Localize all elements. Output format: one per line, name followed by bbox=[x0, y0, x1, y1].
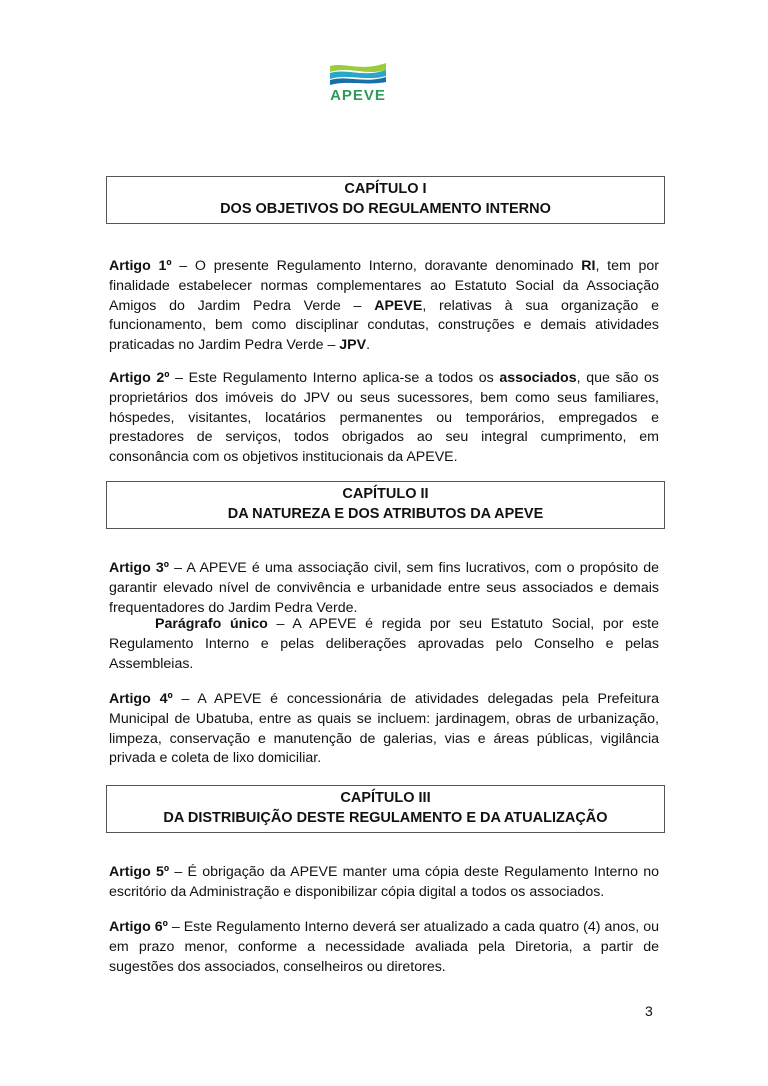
chapter-2-number: CAPÍTULO II bbox=[342, 486, 429, 502]
logo-text: APEVE bbox=[330, 87, 386, 104]
article-6 bbox=[109, 918, 659, 977]
article-5 bbox=[109, 863, 659, 903]
chapter-2-title: DA NATUREZA E DOS ATRIBUTOS DA APEVE bbox=[227, 506, 544, 522]
apeve-logo bbox=[326, 60, 390, 104]
article-1-text-2: , tem por finalidade estabelecer normas complementares ao Estatuto Social da Associação Amigos do Jardim Pedra Verde – bbox=[109, 258, 660, 314]
article-3-paragraph-text: – A APEVE é regida por seu Estatuto Social, por este Regulamento Interno e pelas deliberações aprovadas pelo Conselho e pelas Assembleias. bbox=[109, 616, 659, 672]
article-3-label: Artigo 3º bbox=[109, 560, 169, 576]
chapter-1-box bbox=[106, 176, 665, 224]
article-2-label: Artigo 2º bbox=[109, 370, 170, 386]
article-5-label: Artigo 5º bbox=[109, 864, 170, 880]
article-6-text: – Este Regulamento Interno deverá ser atualizado a cada quatro (4) anos, ou em prazo menor, conforme a necessidade avaliada pela Diretoria, a partir de sugestões dos associados, conselheiros ou diretores. bbox=[109, 919, 659, 975]
article-2-bold-associados: associados bbox=[499, 370, 577, 386]
page-number: 3 bbox=[645, 1003, 653, 1019]
article-3 bbox=[109, 559, 659, 618]
article-1 bbox=[109, 257, 659, 356]
logo-waves-icon bbox=[326, 60, 390, 86]
chapter-1-number: CAPÍTULO I bbox=[344, 181, 427, 197]
article-1-text-3: , relativas à sua organização e funcionamento, bem como disciplinar condutas, construções e demais atividades praticadas no Jardim Pedra Verde – bbox=[109, 297, 659, 354]
chapter-3-number: CAPÍTULO III bbox=[340, 790, 431, 806]
article-2 bbox=[109, 369, 659, 468]
article-1-bold-ri: RI bbox=[581, 258, 596, 274]
chapter-2-box bbox=[106, 481, 665, 529]
article-4-text: – A APEVE é concessionária de atividades delegadas pela Prefeitura Municipal de Ubatuba, entre as quais se incluem: jardinagem, obras de urbanização, limpeza, conservação e manutenção de galerias, vias e áreas públicas, vigilância privada e coleta de lixo domiciliar. bbox=[109, 691, 659, 767]
article-1-label: Artigo 1º bbox=[109, 258, 172, 274]
article-4-label: Artigo 4º bbox=[109, 691, 173, 707]
article-4 bbox=[109, 690, 659, 769]
article-1-bold-jpv: JPV bbox=[339, 337, 367, 354]
article-2-text: – Este Regulamento Interno aplica-se a todos os bbox=[169, 370, 500, 386]
article-1-text-4: . bbox=[366, 337, 371, 354]
article-6-label: Artigo 6º bbox=[109, 919, 168, 935]
chapter-3-title: DA DISTRIBUIÇÃO DESTE REGULAMENTO E DA ATUALIZAÇÃO bbox=[163, 810, 608, 826]
article-3-paragraph-label: Parágrafo único bbox=[155, 616, 268, 632]
article-3-paragraph bbox=[109, 615, 659, 674]
chapter-3-box bbox=[106, 785, 665, 833]
article-1-bold-apeve: APEVE bbox=[374, 297, 423, 314]
article-3-text: – A APEVE é uma associação civil, sem fins lucrativos, com o propósito de garantir elevado nível de convivência e urbanidade entre seus associados e demais frequentadores do Jardim Pedra Verde. bbox=[109, 560, 660, 616]
article-1-text: – O presente Regulamento Interno, doravante denominado bbox=[171, 258, 582, 274]
article-5-text: – É obrigação da APEVE manter uma cópia deste Regulamento Interno no escritório da Administração e disponibilizar cópia digital a todos os associados. bbox=[109, 864, 660, 900]
chapter-1-title: DOS OBJETIVOS DO REGULAMENTO INTERNO bbox=[220, 201, 551, 217]
article-2-text-2: , que são os proprietários dos imóveis do JPV ou seus sucessores, bem como seus familiares, hóspedes, visitantes, locatários permanentes ou temporários, empregados e prestadores de serviços, todos obrigados ao seu integral cumprimento, em consonância com os objetivos institucionais da APEVE. bbox=[109, 370, 659, 466]
